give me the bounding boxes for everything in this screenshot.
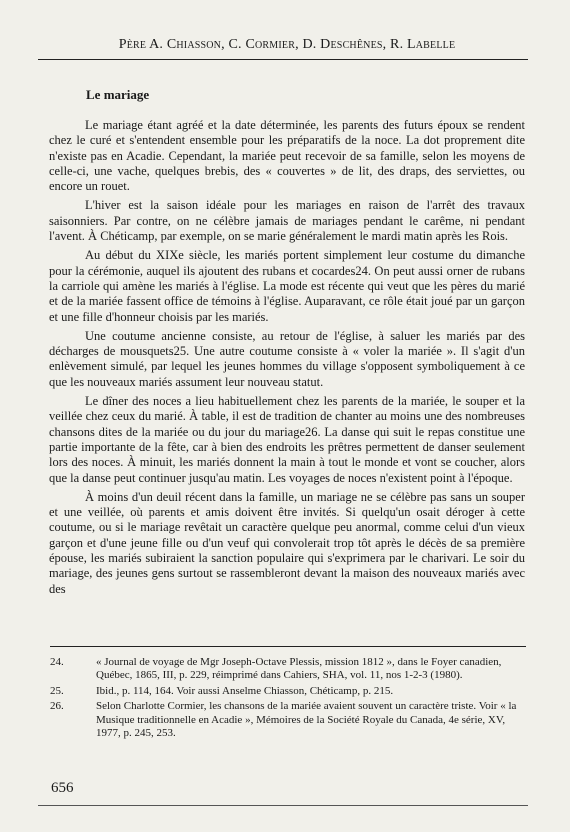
header-divider <box>38 59 528 60</box>
paragraph: À moins d'un deuil récent dans la famille, un mariage ne se célèbre pas sans un souper et une veillée, où parents et amis doivent être invités. Si quelqu'un osait déroger à cette coutume, ou si le mariage revêtait un caractère quelque peu anormal, comme celui d'un vieux garçon et d'une jeune fille ou d'un veuf qui convolerait trop tôt après le décès de sa première épouse, les mariés subiraient la sanction populaire qui s'exprimera par le charivari. Le soir du mariage, des jeunes gens surtout se rassembleront devant la maison des nouveaux mariés avec des <box>49 489 525 596</box>
footnote-text: Selon Charlotte Cormier, les chansons de la mariée avaient souvent un caractère triste. Voir « la Musique traditionnelle en Acadie », Mémoires de la Société Royale du Canada, 4e série, XV, 1977, p. 245, 253. <box>96 700 517 740</box>
footnote <box>50 656 526 683</box>
footnote-number: 24. <box>50 656 64 668</box>
paragraph: Une coutume ancienne consiste, au retour de l'église, à saluer les mariés par des décharges de mousquets25. Une autre coutume consiste à « voler la mariée ». Il s'agit d'un enlèvement simulé, par lequel les jeunes hommes du village s'opposent symboliquement à ce que les nouveaux mariés assument leur nouveau statut. <box>49 328 525 389</box>
paragraph: Au début du XIXe siècle, les mariés portent simplement leur costume du dimanche pour la cérémonie, auquel ils ajoutent des rubans et cocardes24. On peut aussi orner de rubans la carriole qui amène les mariés à l'église. La mode est récente qui veut que les pères du marié et de la mariée fassent office de témoins à l'église. Auparavant, ce rôle était joué par un garçon et une fille d'honneur choisis par les mariés. <box>49 248 525 324</box>
footnote <box>50 685 526 698</box>
page-number: 656 <box>51 780 74 796</box>
paragraph: Le dîner des noces a lieu habituellement chez les parents de la mariée, le souper et la veillée chez ceux du marié. À table, il est de tradition de chanter au moins une des nombreuses chansons dites de la mariée ou du jour du mariage26. La danse qui suit le repas constitue une partie importante de la fête, car à bien des endroits les prêtres permettent de danser seulement lors des noces. À minuit, les mariés donnent la main à tout le monde et vont se coucher, alors que la danse peut continuer jusqu'au matin. Les voyages de noces n'existent point à l'époque. <box>49 394 525 485</box>
footnote-text: Ibid., p. 114, 164. Voir aussi Anselme Chiasson, Chéticamp, p. 215. <box>96 684 394 697</box>
footer-divider <box>38 805 528 806</box>
paragraph: Le mariage étant agréé et la date déterminée, les parents des futurs époux se rendent chez le curé et s'entendent ensemble pour les préparatifs de la noce. La dot proprement dite n'existe pas en Acadie. Cependant, la mariée peut recevoir de sa famille, selon les moyens de celle-ci, une vache, quelques brebis, des « couvertes » de lit, des draps, des serviettes, ou encore un rouet. <box>49 118 525 194</box>
body-text <box>49 118 525 597</box>
paragraph: L'hiver est la saison idéale pour les mariages en raison de l'arrêt des travaux saisonniers. Par contre, on ne célèbre jamais de mariages pendant le carême, ni pendant l'avent. À Chéticamp, par exemple, on se marie généralement le mardi matin après les Rois. <box>49 198 525 244</box>
running-header: Père A. Chiasson, C. Cormier, D. Deschênes, R. Labelle <box>118 37 456 52</box>
footnote-number: 26. <box>50 700 64 713</box>
footnote-divider <box>50 646 526 647</box>
section-title: Le mariage <box>86 87 150 102</box>
footnote <box>50 700 526 740</box>
footnote-text: « Journal de voyage de Mgr Joseph-Octave Plessis, mission 1812 », dans le Foyer canadien, Québec, 1865, III, p. 229, réimprimé dans Cahiers, SHA, vol. 11, nos 1-2-3 (1980). <box>96 656 502 682</box>
footnote-number: 25. <box>50 684 64 697</box>
footnotes <box>50 656 526 742</box>
